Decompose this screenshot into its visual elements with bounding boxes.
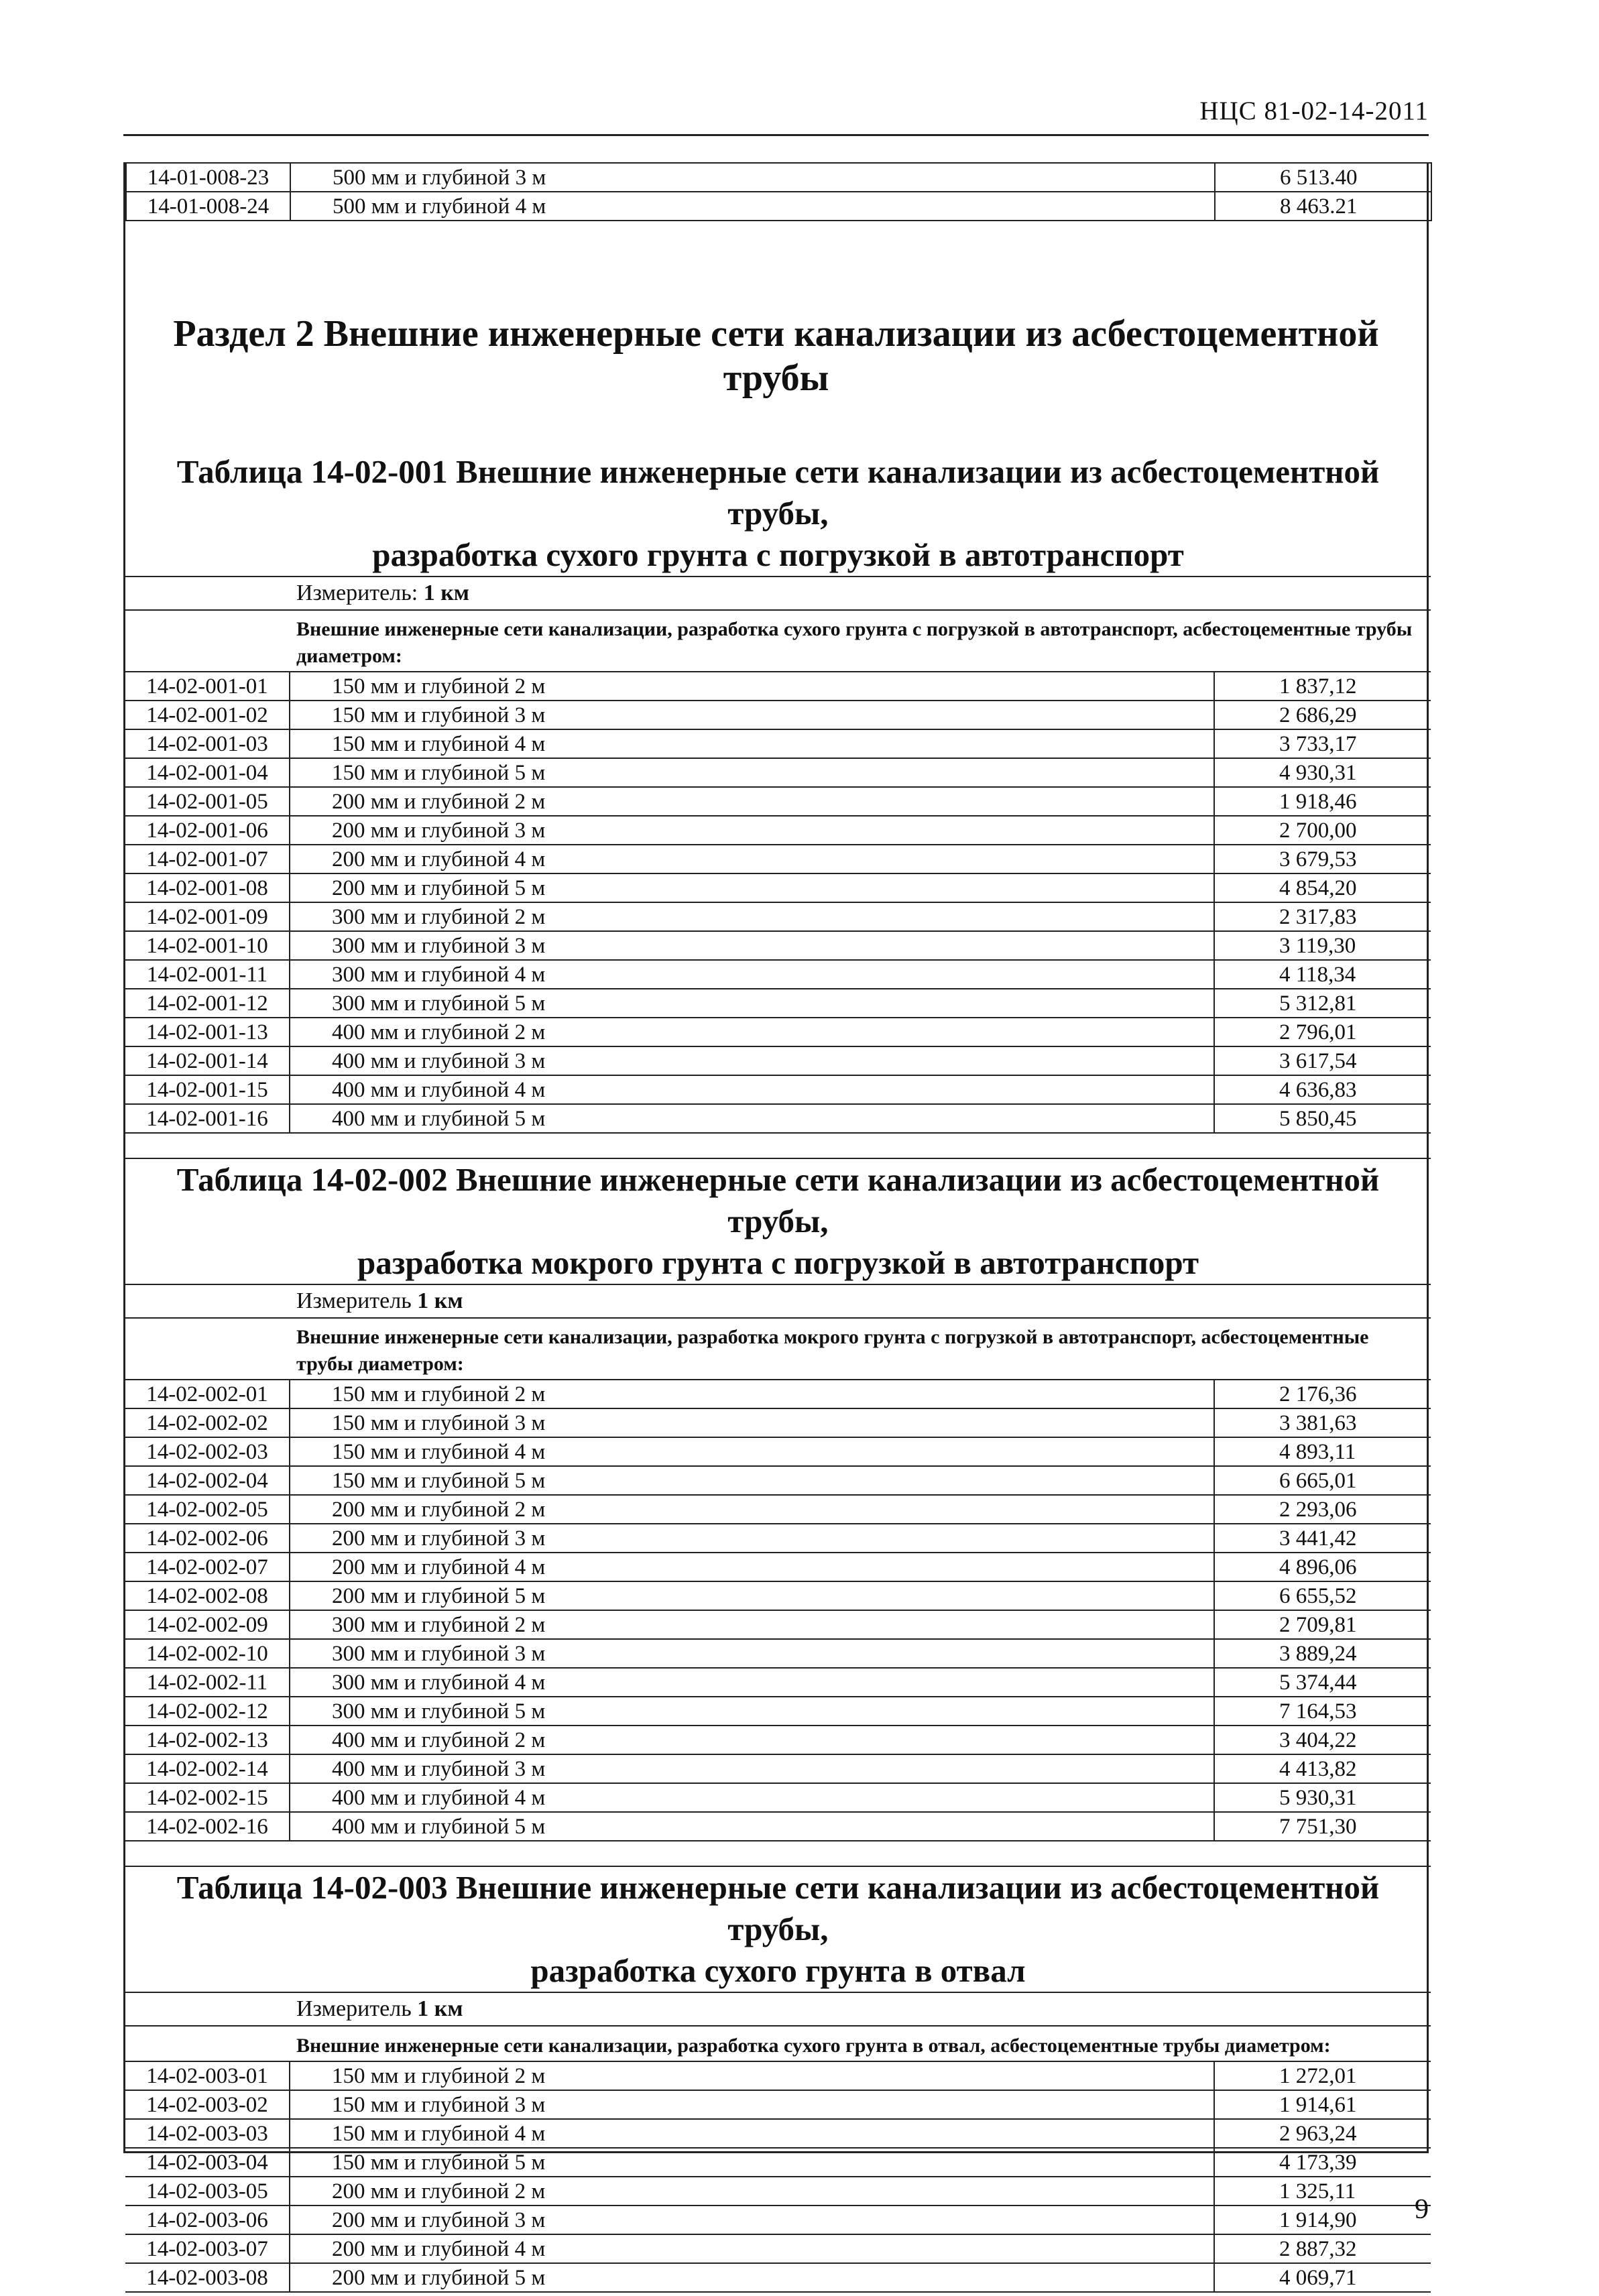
- table-title-line1: Таблица 14-02-002 Внешние инженерные сети канализации из асбестоцементной трубы,: [176, 1161, 1380, 1240]
- row-code: 14-02-002-10: [125, 1639, 290, 1668]
- row-code: 14-02-002-11: [125, 1668, 290, 1697]
- row-code: 14-02-003-01: [125, 2061, 290, 2090]
- table-row: [126, 192, 1431, 221]
- table-row: [125, 2177, 1431, 2206]
- row-value: 3 119,30: [1214, 931, 1431, 960]
- table-row: [125, 2263, 1431, 2292]
- row-value: 3 679,53: [1214, 845, 1431, 873]
- row-description: 200 мм и глубиной 4 м: [290, 1553, 1214, 1581]
- table-row: [125, 1524, 1431, 1553]
- row-value: 7 751,30: [1214, 1812, 1431, 1841]
- unit-row: [125, 1992, 1431, 2026]
- row-value: 2 176,36: [1214, 1380, 1431, 1408]
- table-row: [125, 873, 1431, 902]
- row-value: 1 914,90: [1214, 2206, 1431, 2234]
- table-row: [125, 729, 1431, 758]
- row-code: 14-02-002-09: [125, 1610, 290, 1639]
- row-value: 4 854,20: [1214, 873, 1431, 902]
- row-code: 14-02-001-01: [125, 672, 290, 701]
- table-row: [125, 1783, 1431, 1812]
- row-description: 150 мм и глубиной 5 м: [290, 758, 1214, 787]
- row-code: 14-02-002-14: [125, 1754, 290, 1783]
- row-code: 14-02-002-01: [125, 1380, 290, 1408]
- row-code: 14-02-002-13: [125, 1726, 290, 1754]
- row-description: 500 мм и глубиной 4 м: [290, 192, 1215, 221]
- row-code: 14-02-001-03: [125, 729, 290, 758]
- row-value: 2 317,83: [1214, 902, 1431, 931]
- row-description: 150 мм и глубиной 3 м: [290, 2090, 1214, 2119]
- estimate-table: [125, 451, 1431, 1134]
- row-description: 200 мм и глубиной 4 м: [290, 845, 1214, 873]
- row-value: 5 374,44: [1214, 1668, 1431, 1697]
- row-value: 2 709,81: [1214, 1610, 1431, 1639]
- row-code: 14-02-001-12: [125, 989, 290, 1018]
- row-value: 2 686,29: [1214, 701, 1431, 729]
- table-title: [125, 1866, 1431, 1992]
- row-code: 14-02-002-16: [125, 1812, 290, 1841]
- row-code: 14-02-003-06: [125, 2206, 290, 2234]
- table-row: [125, 2148, 1431, 2177]
- estimate-table-block: [125, 1866, 1427, 2293]
- estimate-table: [125, 1866, 1431, 2293]
- row-description: 150 мм и глубиной 3 м: [290, 701, 1214, 729]
- row-value: 3 889,24: [1214, 1639, 1431, 1668]
- row-description: 400 мм и глубиной 4 м: [290, 1075, 1214, 1104]
- row-code: 14-01-008-24: [126, 192, 290, 221]
- document-code: НЦС 81-02-14-2011: [1199, 97, 1429, 125]
- row-code: 14-02-001-05: [125, 787, 290, 816]
- row-description: 300 мм и глубиной 4 м: [290, 1668, 1214, 1697]
- section-title: Раздел 2 Внешние инженерные сети канализации из асбестоцементной трубы: [173, 313, 1379, 399]
- table-row: [125, 816, 1431, 845]
- table-title: [125, 1158, 1431, 1284]
- table-title: [125, 451, 1431, 577]
- row-description: 150 мм и глубиной 3 м: [290, 1408, 1214, 1437]
- row-value: 1 837,12: [1214, 672, 1431, 701]
- group-header-row: [125, 2026, 1431, 2061]
- row-description: 200 мм и глубиной 2 м: [290, 787, 1214, 816]
- row-description: 200 мм и глубиной 3 м: [290, 1524, 1214, 1553]
- row-code: 14-02-001-02: [125, 701, 290, 729]
- row-description: 150 мм и глубиной 5 м: [290, 2148, 1214, 2177]
- row-value: 4 930,31: [1214, 758, 1431, 787]
- table-spacer: [125, 1134, 1427, 1158]
- row-description: 200 мм и глубиной 4 м: [290, 2234, 1214, 2263]
- row-code: 14-02-001-16: [125, 1104, 290, 1133]
- row-value: 3 733,17: [1214, 729, 1431, 758]
- table-row: [125, 1553, 1431, 1581]
- row-code: 14-02-003-02: [125, 2090, 290, 2119]
- row-value: 1 272,01: [1214, 2061, 1431, 2090]
- row-description: 300 мм и глубиной 5 м: [290, 989, 1214, 1018]
- table-row: [125, 1075, 1431, 1104]
- row-value: 6 513.40: [1215, 163, 1431, 192]
- row-value: 3 617,54: [1214, 1046, 1431, 1075]
- table-title-line1: Таблица 14-02-003 Внешние инженерные сети канализации из асбестоцементной трубы,: [176, 1869, 1380, 1947]
- unit-label: Измеритель: [296, 1288, 412, 1313]
- table-row: [125, 2090, 1431, 2119]
- table-row: [125, 1437, 1431, 1466]
- row-code: 14-02-002-02: [125, 1408, 290, 1437]
- row-description: 150 мм и глубиной 2 м: [290, 1380, 1214, 1408]
- table-row: [125, 1812, 1431, 1841]
- row-value: 2 887,32: [1214, 2234, 1431, 2263]
- row-description: 400 мм и глубиной 2 м: [290, 1726, 1214, 1754]
- table-row: [125, 931, 1431, 960]
- estimate-table-block: [125, 451, 1427, 1134]
- row-description: 300 мм и глубиной 5 м: [290, 1697, 1214, 1726]
- table-row: [125, 1754, 1431, 1783]
- row-description: 150 мм и глубиной 2 м: [290, 672, 1214, 701]
- unit-cell: [125, 1992, 1431, 2026]
- row-value: 1 914,61: [1214, 2090, 1431, 2119]
- row-value: 3 381,63: [1214, 1408, 1431, 1437]
- page-frame: [123, 162, 1429, 2290]
- row-value: 4 069,71: [1214, 2263, 1431, 2292]
- row-description: 150 мм и глубиной 5 м: [290, 1466, 1214, 1495]
- table-row: [125, 1495, 1431, 1524]
- row-value: 8 463.21: [1215, 192, 1431, 221]
- group-header: Внешние инженерные сети канализации, разработка сухого грунта с погрузкой в автотранспорт, асбестоцементные трубы диаметром:: [125, 610, 1431, 672]
- table-title-row: [125, 451, 1431, 577]
- unit-label: Измеритель: [296, 1996, 412, 2021]
- estimate-table: [125, 1158, 1431, 1841]
- unit-row: [125, 577, 1431, 610]
- table-row: [125, 758, 1431, 787]
- row-value: 4 896,06: [1214, 1553, 1431, 1581]
- row-code: 14-02-003-05: [125, 2177, 290, 2206]
- row-description: 200 мм и глубиной 3 м: [290, 2206, 1214, 2234]
- table-spacer: [125, 1841, 1427, 1866]
- row-description: 300 мм и глубиной 4 м: [290, 960, 1214, 989]
- row-description: 300 мм и глубиной 2 м: [290, 902, 1214, 931]
- unit-row: [125, 1284, 1431, 1318]
- table-row: [125, 2119, 1431, 2148]
- row-code: 14-02-001-13: [125, 1018, 290, 1046]
- row-value: 3 441,42: [1214, 1524, 1431, 1553]
- table-row: [125, 1610, 1431, 1639]
- row-description: 150 мм и глубиной 4 м: [290, 1437, 1214, 1466]
- row-description: 400 мм и глубиной 4 м: [290, 1783, 1214, 1812]
- row-value: 4 413,82: [1214, 1754, 1431, 1783]
- table-row: [125, 1046, 1431, 1075]
- row-code: 14-02-003-07: [125, 2234, 290, 2263]
- group-header-row: [125, 1318, 1431, 1380]
- row-code: 14-02-001-15: [125, 1075, 290, 1104]
- row-description: 200 мм и глубиной 2 м: [290, 2177, 1214, 2206]
- row-value: 4 118,34: [1214, 960, 1431, 989]
- row-value: 1 918,46: [1214, 787, 1431, 816]
- group-header: Внешние инженерные сети канализации, разработка мокрого грунта с погрузкой в автотранспорт, асбестоцементные трубы диаметром:: [125, 1318, 1431, 1380]
- table-row: [125, 1018, 1431, 1046]
- unit-cell: [125, 1284, 1431, 1318]
- group-header-row: [125, 610, 1431, 672]
- table-row: [125, 672, 1431, 701]
- row-description: 300 мм и глубиной 3 м: [290, 1639, 1214, 1668]
- row-description: 200 мм и глубиной 3 м: [290, 816, 1214, 845]
- table-row: [125, 902, 1431, 931]
- row-code: 14-02-002-15: [125, 1783, 290, 1812]
- table-title-line2: разработка сухого грунта в отвал: [530, 1952, 1026, 1989]
- row-description: 400 мм и глубиной 3 м: [290, 1754, 1214, 1783]
- estimate-table-block: [125, 1158, 1427, 1841]
- row-code: 14-02-001-11: [125, 960, 290, 989]
- row-value: 7 164,53: [1214, 1697, 1431, 1726]
- group-header: Внешние инженерные сети канализации, разработка сухого грунта в отвал, асбестоцементные трубы диаметром:: [125, 2026, 1431, 2061]
- table-row: [125, 1581, 1431, 1610]
- table-row: [125, 1668, 1431, 1697]
- row-description: 400 мм и глубиной 5 м: [290, 1104, 1214, 1133]
- table-row: [125, 1466, 1431, 1495]
- row-value: 6 665,01: [1214, 1466, 1431, 1495]
- table-title-row: [125, 1866, 1431, 1992]
- table-row: [125, 787, 1431, 816]
- row-value: 5 930,31: [1214, 1783, 1431, 1812]
- row-description: 200 мм и глубиной 2 м: [290, 1495, 1214, 1524]
- row-code: 14-02-003-04: [125, 2148, 290, 2177]
- top-rows: [126, 163, 1431, 221]
- row-code: 14-02-002-07: [125, 1553, 290, 1581]
- row-code: 14-02-001-07: [125, 845, 290, 873]
- row-code: 14-02-002-05: [125, 1495, 290, 1524]
- row-code: 14-02-001-09: [125, 902, 290, 931]
- table-row: [125, 1639, 1431, 1668]
- table-row: [125, 1697, 1431, 1726]
- row-description: 400 мм и глубиной 5 м: [290, 1812, 1214, 1841]
- row-description: 150 мм и глубиной 4 м: [290, 729, 1214, 758]
- row-description: 150 мм и глубиной 2 м: [290, 2061, 1214, 2090]
- tables-container: [125, 451, 1427, 2293]
- row-value: 2 293,06: [1214, 1495, 1431, 1524]
- table-title-line1: Таблица 14-02-001 Внешние инженерные сети канализации из асбестоцементной трубы,: [176, 453, 1380, 532]
- row-code: 14-02-002-08: [125, 1581, 290, 1610]
- row-code: 14-02-002-12: [125, 1697, 290, 1726]
- row-description: 200 мм и глубиной 5 м: [290, 2263, 1214, 2292]
- row-value: 2 963,24: [1214, 2119, 1431, 2148]
- unit-value: 1 км: [417, 1288, 463, 1313]
- table-row: [125, 701, 1431, 729]
- row-code: 14-02-002-06: [125, 1524, 290, 1553]
- table-row: [126, 163, 1431, 192]
- table-row: [125, 2206, 1431, 2234]
- row-description: 300 мм и глубиной 2 м: [290, 1610, 1214, 1639]
- row-code: 14-02-002-03: [125, 1437, 290, 1466]
- row-code: 14-02-001-08: [125, 873, 290, 902]
- unit-value: 1 км: [423, 581, 469, 605]
- row-code: 14-02-001-10: [125, 931, 290, 960]
- row-value: 2 796,01: [1214, 1018, 1431, 1046]
- row-description: 400 мм и глубиной 3 м: [290, 1046, 1214, 1075]
- row-value: 6 655,52: [1214, 1581, 1431, 1610]
- unit-value: 1 км: [417, 1996, 463, 2021]
- row-code: 14-02-003-08: [125, 2263, 290, 2292]
- row-description: 200 мм и глубиной 5 м: [290, 1581, 1214, 1610]
- row-description: 400 мм и глубиной 2 м: [290, 1018, 1214, 1046]
- row-value: 4 893,11: [1214, 1437, 1431, 1466]
- top-rows-table: [125, 162, 1432, 221]
- table-row: [125, 2234, 1431, 2263]
- row-value: 5 312,81: [1214, 989, 1431, 1018]
- header-rule: [123, 134, 1429, 136]
- table-row: [125, 1380, 1431, 1408]
- table-row: [125, 1104, 1431, 1133]
- row-code: 14-02-003-03: [125, 2119, 290, 2148]
- row-code: 14-01-008-23: [126, 163, 290, 192]
- table-title-line2: разработка сухого грунта с погрузкой в автотранспорт: [372, 536, 1184, 573]
- row-value: 2 700,00: [1214, 816, 1431, 845]
- unit-label: Измеритель:: [296, 581, 418, 605]
- table-row: [125, 2061, 1431, 2090]
- row-value: 5 850,45: [1214, 1104, 1431, 1133]
- row-value: 1 325,11: [1214, 2177, 1431, 2206]
- row-description: 150 мм и глубиной 4 м: [290, 2119, 1214, 2148]
- row-code: 14-02-001-04: [125, 758, 290, 787]
- page-number: 9: [1415, 2194, 1429, 2225]
- table-title-row: [125, 1158, 1431, 1284]
- unit-cell: [125, 577, 1431, 610]
- row-code: 14-02-001-14: [125, 1046, 290, 1075]
- table-title-line2: разработка мокрого грунта с погрузкой в автотранспорт: [357, 1244, 1199, 1281]
- table-row: [125, 989, 1431, 1018]
- row-value: 3 404,22: [1214, 1726, 1431, 1754]
- table-row: [125, 845, 1431, 873]
- row-description: 500 мм и глубиной 3 м: [290, 163, 1215, 192]
- row-value: 4 636,83: [1214, 1075, 1431, 1104]
- row-description: 200 мм и глубиной 5 м: [290, 873, 1214, 902]
- table-row: [125, 960, 1431, 989]
- row-value: 4 173,39: [1214, 2148, 1431, 2177]
- row-code: 14-02-001-06: [125, 816, 290, 845]
- table-row: [125, 1726, 1431, 1754]
- row-code: 14-02-002-04: [125, 1466, 290, 1495]
- table-row: [125, 1408, 1431, 1437]
- row-description: 300 мм и глубиной 3 м: [290, 931, 1214, 960]
